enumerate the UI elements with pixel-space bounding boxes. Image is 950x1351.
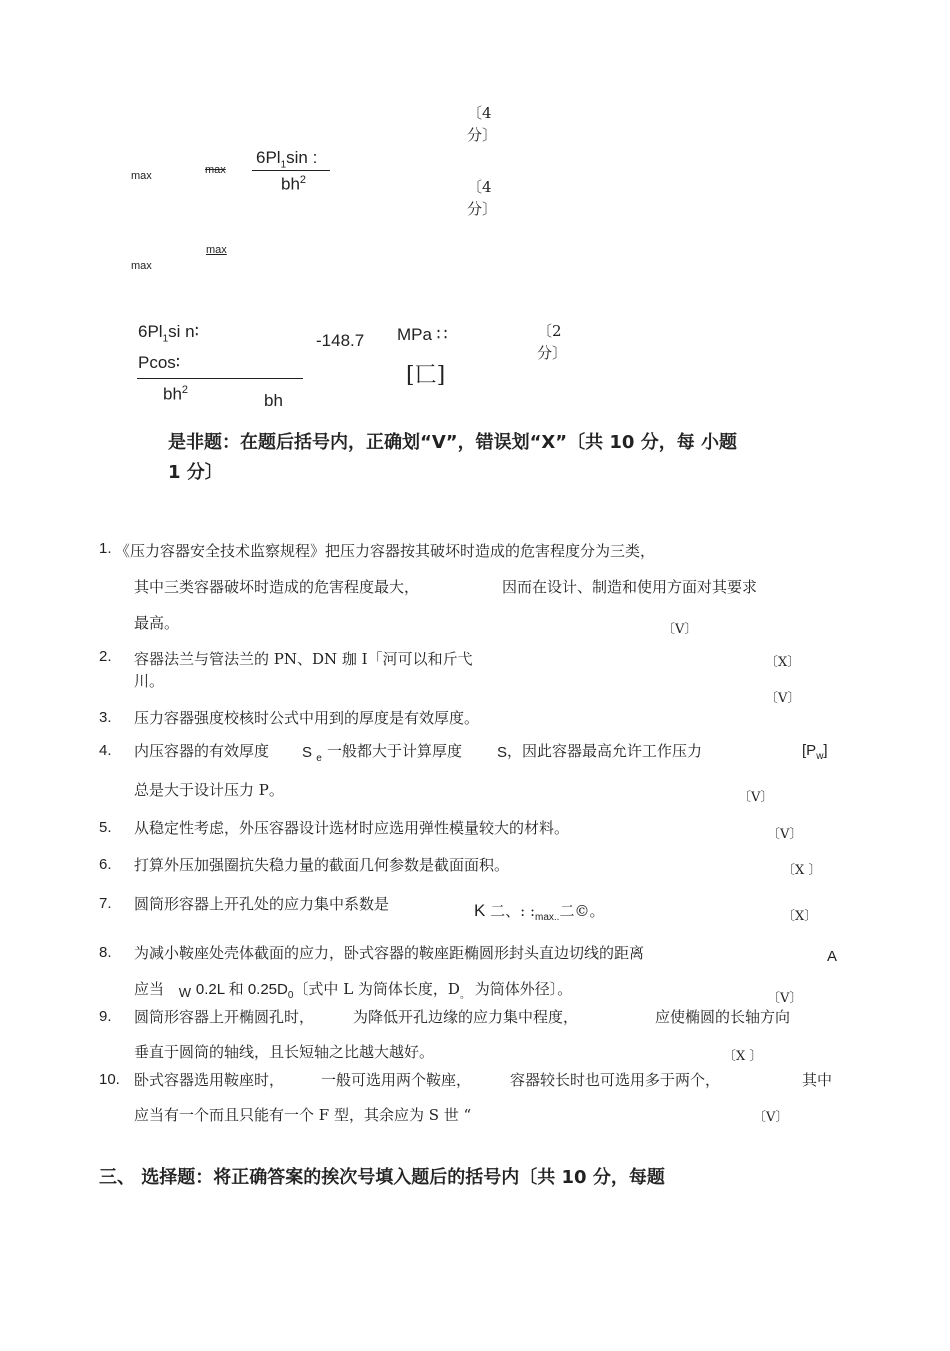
item-text: 应当有一个而且只能有一个 F 型，其余应为 S 世 “ — [134, 1106, 472, 1124]
item-text: 容器较长时也可选用多于两个， — [510, 1071, 721, 1089]
item-number: 7. — [99, 895, 112, 912]
score-label: 〔2 分〕 — [537, 322, 568, 362]
answer-mark: 〔V〕 — [662, 622, 698, 637]
item-text: 其中 — [802, 1071, 833, 1089]
item-text: A — [827, 948, 838, 965]
item-number: 2. — [99, 648, 112, 665]
item-text: 总是大于设计压力 P。 — [134, 781, 284, 799]
max-label: max — [206, 244, 227, 256]
item-text: 一般可选用两个鞍座， — [321, 1071, 472, 1089]
answer-mark: 〔V〕 — [753, 1110, 789, 1125]
item-text: 《压力容器安全技术监察规程》把压力容器按其破坏时造成的危害程度分为三类， — [115, 542, 656, 560]
max-label: max — [205, 164, 226, 176]
answer-mark: 〔V〕 — [767, 827, 803, 842]
item-number: 8. — [99, 944, 112, 961]
allowable-stress-bracket: [匸] — [406, 363, 446, 388]
answer-mark: 〔X 〕 — [723, 1049, 763, 1064]
fraction-1-numerator: $6Pl_1\sin$ : — [256, 148, 318, 171]
answer-mark: 〔X〕 — [765, 655, 801, 670]
fraction-2-numerator: $6Pl_1si$ n∶ Pcos∶ — [138, 322, 200, 373]
fraction-2-denominator-a: $bh^2$ — [163, 384, 189, 404]
section-2-title: 是非题：在题后括号内，正确划“V”，错误划“X”〔共 10 分，每 小题 1 分〕 — [168, 432, 737, 483]
fraction-1-denominator: $bh^2$ — [281, 174, 307, 194]
score-label: 〔4 分〕 — [467, 178, 498, 218]
fraction-1-bar — [252, 170, 330, 171]
item-number: 6. — [99, 856, 112, 873]
item-text: 卧式容器选用鞍座时， — [134, 1071, 285, 1089]
item-number: 10. — [99, 1071, 120, 1088]
section-3-title: 三、 选择题：将正确答案的挨次号填入题后的括号内〔共 10 分，每题 — [99, 1167, 665, 1188]
max-label: max — [131, 260, 152, 272]
stress-unit: MPa ∷ — [397, 325, 448, 344]
answer-mark: 〔X〕 — [782, 909, 818, 924]
item-text: 为降低开孔边缘的应力集中程度， — [353, 1008, 579, 1026]
item-number: 1. — [99, 540, 112, 557]
symbol: $[P_w]$ — [802, 742, 828, 762]
answer-mark: 〔V〕 — [765, 691, 801, 706]
item-text: 因而在设计、制造和使用方面对其要求 — [502, 578, 758, 596]
item-text: 应当 W 0.2L 和 $0.25D_0$〔式中 L 为筒体长度，$D_。$ 为筒体外径〕。 — [134, 980, 573, 1001]
item-text: 一般都大于计算厚度 — [327, 742, 463, 760]
item-text: 垂直于圆筒的轴线，且长短轴之比越大越好。 — [134, 1043, 435, 1061]
item-text: 川。 — [134, 672, 165, 690]
stress-value: -148.7 — [316, 331, 365, 350]
item-number: 9. — [99, 1008, 112, 1025]
item-number: 4. — [99, 742, 112, 759]
fraction-2-bar — [137, 378, 303, 379]
score-label: 〔4 分〕 — [467, 104, 498, 144]
item-text: 为减小鞍座处壳体截面的应力，卧式容器的鞍座距椭圆形封头直边切线的距离 — [134, 944, 645, 962]
symbol: S $_e$ — [302, 744, 322, 764]
stress-concentration-formula: K 二、: $:_{max..}$二©。 — [474, 901, 605, 923]
symbol: S — [497, 744, 508, 761]
item-text: 圆筒形容器上开孔处的应力集中系数是 — [134, 895, 390, 913]
item-text: 内压容器的有效厚度 — [134, 742, 270, 760]
item-text: 最高。 — [134, 614, 180, 632]
item-text: 容器法兰与管法兰的 PN、DN 珈 I「河可以和斤弋 — [134, 650, 473, 668]
item-number: 3. — [99, 709, 112, 726]
fraction-2-denominator-b: bh — [264, 391, 283, 410]
item-text: 从稳定性考虑，外压容器设计选材时应选用弹性模量较大的材料。 — [134, 819, 570, 837]
item-text: 其中三类容器破坏时造成的危害程度最大， — [134, 578, 420, 596]
item-text: 打算外压加强圈抗失稳力量的截面几何参数是截面面积。 — [134, 856, 510, 874]
answer-mark: 〔V〕 — [767, 991, 803, 1006]
item-text: 压力容器强度校核时公式中用到的厚度是有效厚度。 — [134, 709, 480, 727]
item-text: 应使椭圆的长轴方向 — [655, 1008, 791, 1026]
answer-mark: 〔X 〕 — [782, 863, 822, 878]
item-text: ，因此容器最高允许工作压力 — [507, 742, 703, 760]
max-label: max — [131, 170, 152, 182]
item-text: 圆筒形容器上开椭圆孔时， — [134, 1008, 315, 1026]
item-number: 5. — [99, 819, 112, 836]
answer-mark: 〔V〕 — [738, 790, 774, 805]
